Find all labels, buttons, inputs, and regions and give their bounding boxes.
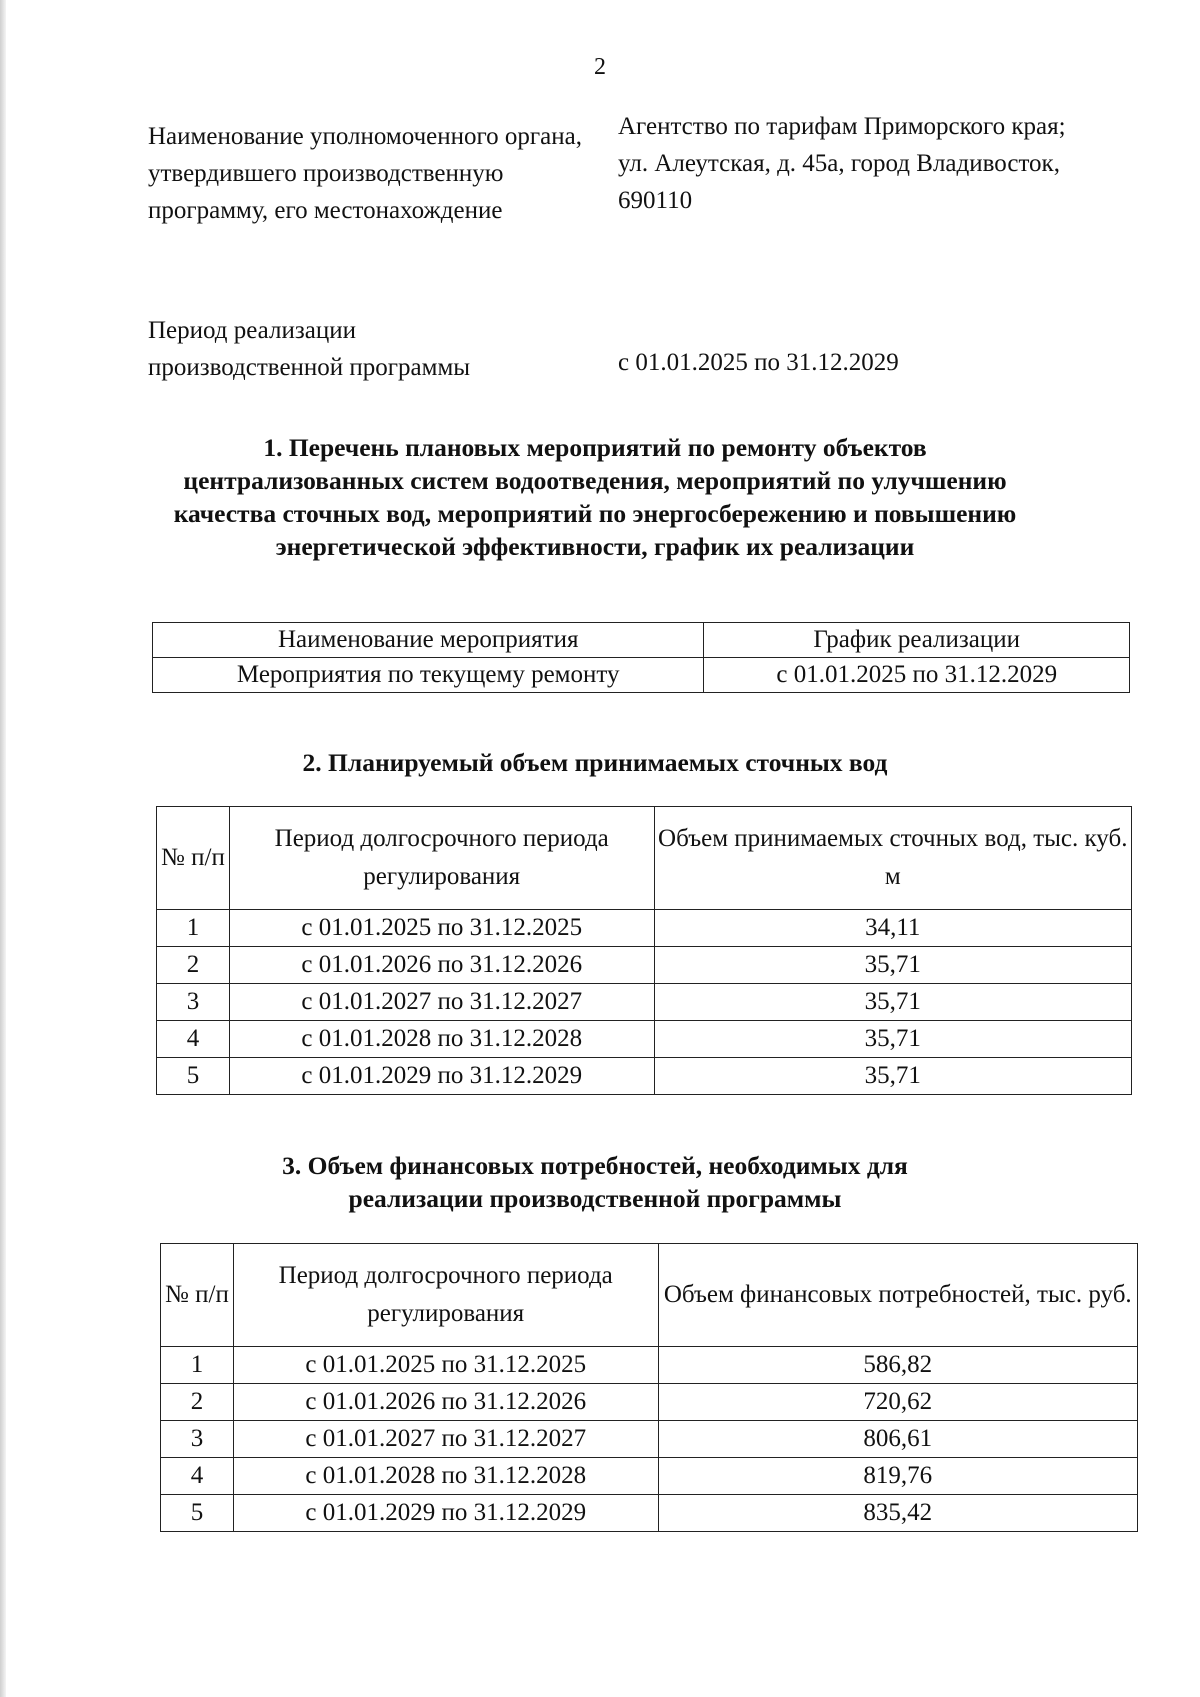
volume-cell: 34,11 bbox=[654, 910, 1132, 947]
table-row bbox=[161, 1458, 1138, 1495]
header-event-name: Наименование мероприятия bbox=[153, 623, 704, 658]
table-row bbox=[157, 910, 1132, 947]
header-financial-needs: Объем финансовых потребностей, тыс. руб. bbox=[658, 1244, 1138, 1347]
period-cell: с 01.01.2029 по 31.12.2029 bbox=[229, 1058, 654, 1095]
row-number-cell: 5 bbox=[161, 1495, 234, 1532]
table-row bbox=[161, 1384, 1138, 1421]
volume-cell: 35,71 bbox=[654, 1021, 1132, 1058]
row-number-cell: 3 bbox=[157, 984, 230, 1021]
header-period: Период долгосрочного периода регулирования bbox=[233, 1244, 658, 1347]
scan-edge bbox=[0, 0, 6, 1697]
row-number-cell: 1 bbox=[157, 910, 230, 947]
financial-needs-table bbox=[160, 1243, 1138, 1532]
period-cell: с 01.01.2025 по 31.12.2025 bbox=[229, 910, 654, 947]
volume-cell: 35,71 bbox=[654, 1058, 1132, 1095]
period-cell: с 01.01.2026 по 31.12.2026 bbox=[233, 1384, 658, 1421]
table-row bbox=[157, 984, 1132, 1021]
table-row bbox=[157, 1058, 1132, 1095]
row-number-cell: 5 bbox=[157, 1058, 230, 1095]
authority-value: Агентство по тарифам Приморского края; ул. Алеутская, д. 45а, город Владивосток, 690110 bbox=[618, 113, 1066, 214]
header-period: Период долгосрочного периода регулирования bbox=[229, 807, 654, 910]
authority-label: Наименование уполномоченного органа, утвердившего производственную программу, его местонахождение bbox=[148, 123, 582, 224]
period-cell: с 01.01.2028 по 31.12.2028 bbox=[233, 1458, 658, 1495]
volume-cell: 35,71 bbox=[654, 947, 1132, 984]
header-number: № п/п bbox=[161, 1244, 234, 1347]
table-row bbox=[153, 658, 1130, 693]
row-number-cell: 2 bbox=[161, 1384, 234, 1421]
header-number: № п/п bbox=[157, 807, 230, 910]
row-number-cell: 2 bbox=[157, 947, 230, 984]
wastewater-volume-table bbox=[156, 806, 1132, 1095]
section-3-title: 3. Объем финансовых потребностей, необходимых для реализации производственной программы bbox=[282, 1151, 908, 1213]
row-number-cell: 3 bbox=[161, 1421, 234, 1458]
amount-cell: 819,76 bbox=[658, 1458, 1138, 1495]
period-cell: с 01.01.2027 по 31.12.2027 bbox=[229, 984, 654, 1021]
events-table bbox=[152, 622, 1130, 693]
event-schedule-cell: с 01.01.2025 по 31.12.2029 bbox=[704, 658, 1130, 693]
section-2-title: 2. Планируемый объем принимаемых сточных вод bbox=[302, 748, 888, 777]
table-header-row bbox=[161, 1244, 1138, 1347]
row-number-cell: 4 bbox=[161, 1458, 234, 1495]
table-row bbox=[157, 947, 1132, 984]
header-volume: Объем принимаемых сточных вод, тыс. куб. м bbox=[654, 807, 1132, 910]
period-cell: с 01.01.2029 по 31.12.2029 bbox=[233, 1495, 658, 1532]
page-number: 2 bbox=[594, 54, 606, 80]
period-cell: с 01.01.2025 по 31.12.2025 bbox=[233, 1347, 658, 1384]
row-number-cell: 4 bbox=[157, 1021, 230, 1058]
row-number-cell: 1 bbox=[161, 1347, 234, 1384]
event-name-cell: Мероприятия по текущему ремонту bbox=[153, 658, 704, 693]
header-schedule: График реализации bbox=[704, 623, 1130, 658]
period-cell: с 01.01.2026 по 31.12.2026 bbox=[229, 947, 654, 984]
table-header-row bbox=[157, 807, 1132, 910]
table-row bbox=[161, 1421, 1138, 1458]
table-row bbox=[161, 1495, 1138, 1532]
section-1-title: 1. Перечень плановых мероприятий по ремонту объектов централизованных систем водоотведения, мероприятий по улучшению качества сточных вод, мероприятий по энергосбережению и повышению энергетической эффективности, график их реализации bbox=[173, 433, 1017, 561]
amount-cell: 835,42 bbox=[658, 1495, 1138, 1532]
volume-cell: 35,71 bbox=[654, 984, 1132, 1021]
period-value: с 01.01.2025 по 31.12.2029 bbox=[618, 349, 899, 376]
amount-cell: 720,62 bbox=[658, 1384, 1138, 1421]
period-cell: с 01.01.2028 по 31.12.2028 bbox=[229, 1021, 654, 1058]
amount-cell: 586,82 bbox=[658, 1347, 1138, 1384]
table-row bbox=[157, 1021, 1132, 1058]
table-header-row bbox=[153, 623, 1130, 658]
table-row bbox=[161, 1347, 1138, 1384]
period-cell: с 01.01.2027 по 31.12.2027 bbox=[233, 1421, 658, 1458]
amount-cell: 806,61 bbox=[658, 1421, 1138, 1458]
period-label: Период реализации производственной программы bbox=[148, 317, 471, 381]
